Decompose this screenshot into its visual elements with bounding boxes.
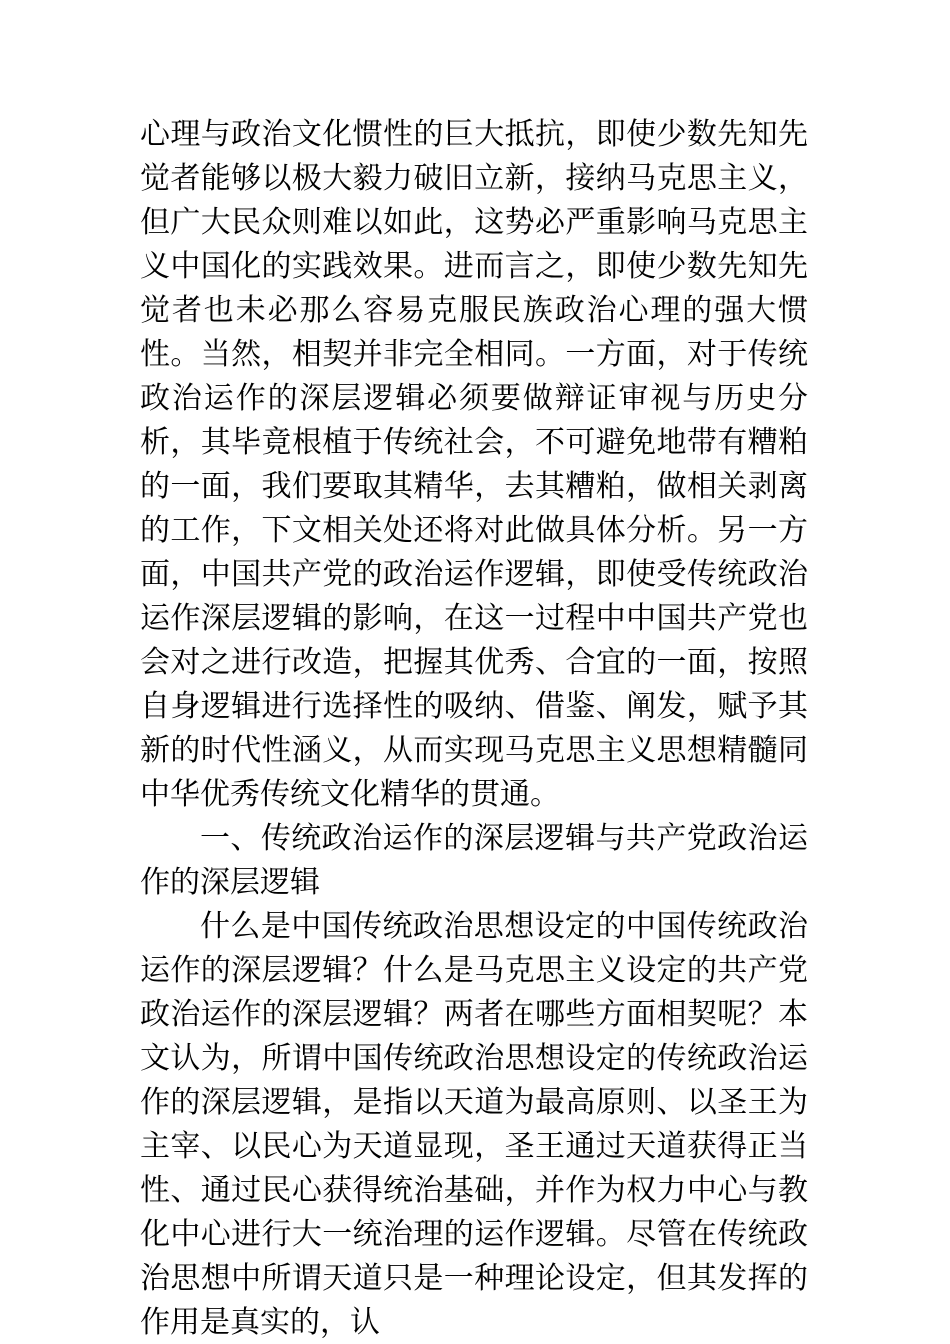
text-column [140,113,808,1344]
paragraph-continued: 心理与政治文化惯性的巨大抵抗，即使少数先知先觉者能够以极大毅力破旧立新，接纳马克思主义，但广大民众则难以如此，这势必严重影响马克思主义中国化的实践效果。进而言之，即使少数先知先觉者也未必那么容易克服民族政治心理的强大惯性。当然，相契并非完全相同。一方面，对于传统政治运作的深层逻辑必须要做辩证审视与历史分析，其毕竟根植于传统社会，不可避免地带有糟粕的一面，我们要取其精华，去其糟粕，做相关剥离的工作，下文相关处还将对此做具体分析。另一方面，中国共产党的政治运作逻辑，即使受传统政治运作深层逻辑的影响，在这一过程中中国共产党也会对之进行改造，把握其优秀、合宜的一面，按照自身逻辑进行选择性的吸纳、借鉴、阐发，赋予其新的时代性涵义，从而实现马克思主义思想精髓同中华优秀传统文化精华的贯通。 [140,117,808,812]
paragraph-body: 什么是中国传统政治思想设定的中国传统政治运作的深层逻辑？什么是马克思主义设定的共产党政治运作的深层逻辑？两者在哪些方面相契呢？本文认为，所谓中国传统政治思想设定的传统政治运作的深层逻辑，是指以天道为最高原则、以圣王为主宰、以民心为天道显现，圣王通过天道获得正当性、通过民心获得统治基础，并作为权力中心与教化中心进行大一统治理的运作逻辑。尽管在传统政治思想中所谓天道只是一种理论设定，但其发挥的作用是真实的，认 [140,909,808,1340]
section-heading: 一、传统政治运作的深层逻辑与共产党政治运作的深层逻辑 [140,821,808,900]
